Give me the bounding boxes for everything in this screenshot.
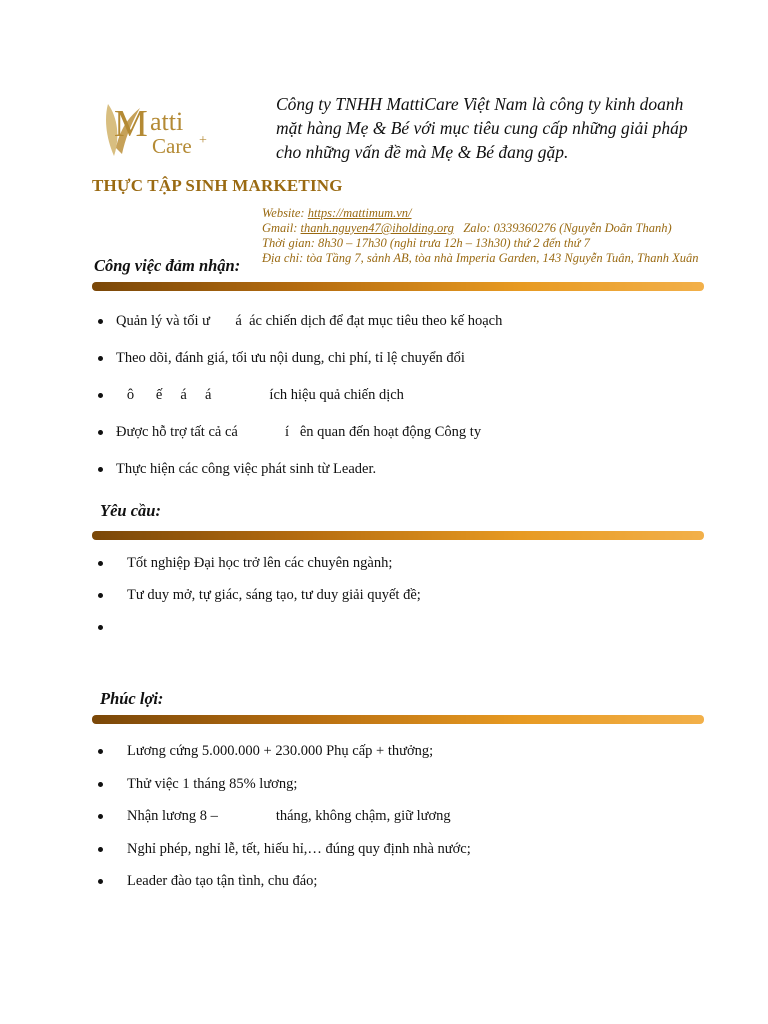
website-label: Website: xyxy=(262,206,308,220)
list-item-text: Theo dõi, đánh giá, tối ưu nội dung, chi phí, tỉ lệ chuyển đổi xyxy=(116,350,465,366)
bullet-icon xyxy=(98,782,103,787)
contact-info xyxy=(262,206,722,266)
bullet-icon xyxy=(98,879,103,884)
bullet-icon xyxy=(98,319,103,324)
gmail-line xyxy=(262,221,722,236)
bullet-icon xyxy=(98,749,103,754)
zalo-text: Zalo: 0339360276 (Nguyễn Doãn Thanh) xyxy=(453,221,672,235)
bullet-icon xyxy=(98,561,103,566)
section-divider xyxy=(92,531,704,540)
mattical-logo xyxy=(100,98,215,160)
bullet-icon xyxy=(98,356,103,361)
job-title: THỰC TẬP SINH MARKETING xyxy=(92,176,343,195)
svg-text:+: + xyxy=(199,133,207,148)
list-item-text: Nghỉ phép, nghỉ lễ, tết, hiếu hỉ,… đúng quy định nhà nước; xyxy=(127,840,471,857)
svg-text:M: M xyxy=(114,103,148,145)
list-item-text: Được hỗ trợ tất cả cá í ên quan đến hoạt động Công ty xyxy=(116,424,482,440)
intro-line: cho những vấn đề mà Mẹ & Bé đang gặp. xyxy=(276,142,569,162)
intro-line: mặt hàng Mẹ & Bé với mục tiêu cung cấp những giải pháp xyxy=(276,118,688,138)
website-link[interactable]: https://mattimum.vn/ xyxy=(307,206,412,220)
gmail-label: Gmail: xyxy=(262,221,301,235)
benefits-title: Phúc lợi: xyxy=(100,689,164,708)
list-item-text: ô ế á á ích hiệu quả chiến dịch xyxy=(116,387,404,403)
time-line: Thời gian: 8h30 – 17h30 (nghỉ trưa 12h – 13h30) thứ 2 đến thứ 7 xyxy=(262,236,590,250)
list-item-text: Lương cứng 5.000.000 + 230.000 Phụ cấp + thưởng; xyxy=(127,743,434,759)
duties-title: Công việc đảm nhận: xyxy=(94,256,241,275)
svg-text:atti: atti xyxy=(150,107,184,136)
website-line xyxy=(262,206,722,221)
requirements-title: Yêu cầu: xyxy=(100,501,161,520)
company-intro xyxy=(276,92,706,164)
list-item-text: Nhận lương 8 – tháng, không chậm, giữ lương xyxy=(127,808,451,824)
bullet-icon xyxy=(98,430,103,435)
section-divider xyxy=(92,282,704,291)
intro-line: Công ty TNHH MattiCare Việt Nam là công ty kinh doanh xyxy=(276,94,684,114)
gmail-link[interactable]: thanh.nguyen47@iholding.org xyxy=(300,221,454,235)
list-item-text: Thử việc 1 tháng 85% lương; xyxy=(127,775,298,792)
svg-text:Care: Care xyxy=(152,134,192,158)
bullet-icon xyxy=(98,467,103,472)
bullet-icon xyxy=(98,847,103,852)
bullet-icon xyxy=(98,393,103,398)
list-item-text: Leader đào tạo tận tình, chu đáo; xyxy=(127,873,318,889)
section-divider xyxy=(92,715,704,724)
bullet-icon xyxy=(98,625,103,630)
list-item-text: Quản lý và tối ư á ác chiến dịch để đạt mục tiêu theo kế hoạch xyxy=(116,313,503,329)
list-item-text: Thực hiện các công việc phát sinh từ Leader. xyxy=(116,461,377,477)
list-item-text: Tốt nghiệp Đại học trở lên các chuyên ngành; xyxy=(127,555,393,571)
address-line: Địa chỉ: tòa Tầng 7, sảnh AB, tòa nhà Imperia Garden, 143 Nguyễn Tuân, Thanh Xuân xyxy=(262,251,699,265)
bullet-icon xyxy=(98,814,103,819)
bullet-icon xyxy=(98,593,103,598)
list-item-text: Tư duy mở, tự giác, sáng tạo, tư duy giải quyết đề; xyxy=(127,587,421,603)
